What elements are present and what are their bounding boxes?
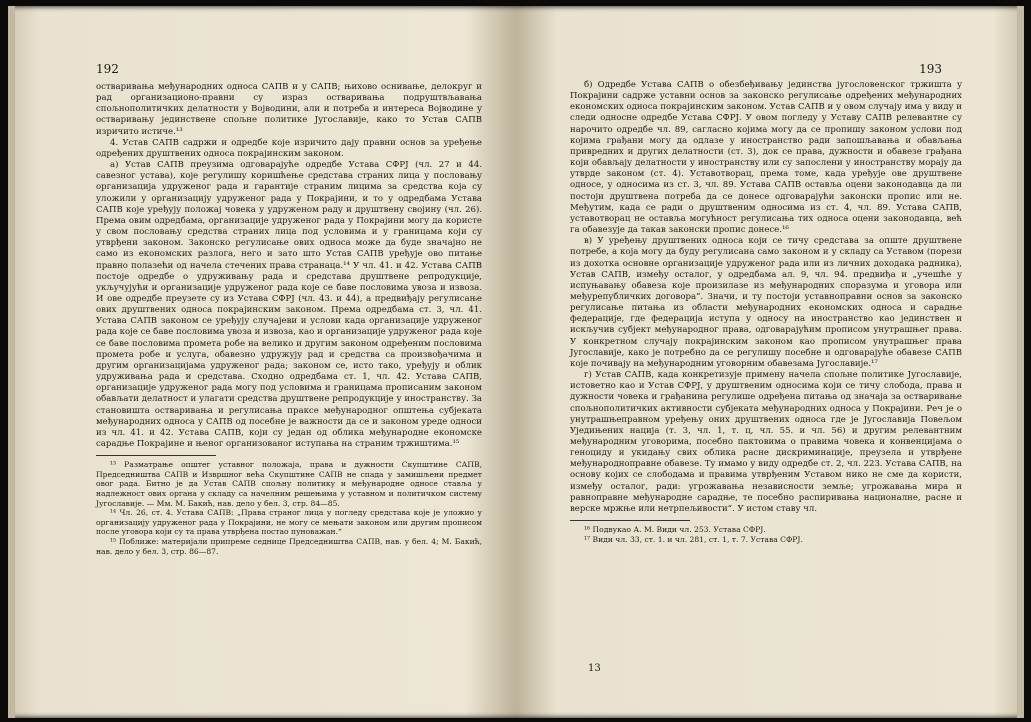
page-number-right: 193	[919, 62, 942, 76]
right-page-body	[570, 80, 962, 544]
footnotes-right	[570, 525, 962, 544]
paragraph: в) У уређењу друштвених односа који се тичу средстава за опште друштвене потребе, а која могу да буду регулисана само законом и у складу са Уставом (порези из дохотка основне организације удруженог рада или из личних доходака радника), Устав САПВ, између осталог, у одредбама ал. 9, чл. 94. предвиђа и „учешће у испуњавању обавеза које произилазе из међународних споразума и уговора или међурепубличких договора“. Значи, и ту постоји уставноправни основ за законско регулисање питања из области међународних економских односа и сарадње федерације, где федерација иступа у односу на иностранство као јединствен и искључив субјект међународног права, одговарајућим прописом унутрашњег права. У конкретном случају покрајинским законом као прописом унутрашњег права Југославије, како је потребно да се регулишу посебне и одговарајуће обавезе САПВ које почивају на међународним уговорним обавезама Југославије.¹⁷	[570, 236, 962, 369]
footnote: ¹³ Разматрање општег уставног положаја, права и дужности Скупштине САПВ, Председништва САПВ и Извршног већа Скупштине САПВ не спада у замишљени предмет овог рада. Битно је да Устав САПВ спољну политику и међународне односе стављa у надлежност ових органа у складу са начелним решењима у уставном и политичком систему Југославије. — Мм. М. Бакић, нав. дело у бел. 3, стр. 84—85.	[96, 460, 482, 508]
left-page	[8, 6, 514, 718]
footnote: ¹⁵ Поближе: материјали припреме седнице Председништва САПВ, нав. у бел. 4; М. Бакић, нав. дело у бел. 3, стр. 86—87.	[96, 536, 482, 556]
paragraph: а) Устав САПВ преузима одговарајуће одредбе Устава СФРЈ (чл. 27 и 44. савезног устава), које регулишу коришћење средстава страних лица у пословању организација удруженог рада и гарантије страним лицима за средства која су уложили у организацију удруженог рада у Покрајини, и то у одредбама Устава САПВ које уређују положај човека у удруженом раду и друштвену својину (чл. 26). Према овим одредбама, организације удруженог рада у Покрајини могу да користе у свом пословању средства страних лица под условима и у границама који су утврђени законом. Законско регулисање ових односа може да буде значајно не само из економских разлога, него и зато што Устав САПВ уређује ово питање правно полазећи од начела стечених права странаца.¹⁴ У чл. 41. и 42. Устава САПВ постоје одредбе о удруживању рада и средстава друштвене репродукције, укључујући и организације удруженог рада које се баве пословима увоза и извоза. И ове одредбе преузете су из Устава СФРЈ (чл. 43. и 44), а предвиђају регулисање ових друштвених односа покрајинским законом. Према одредбама ст. 3, чл. 41. Устава САПВ законом се уређују случајеви и услови када организације удруженог рада које се баве пословима увоза и извоза, као и организације удруженог рада које се баве пословима промета робе на велико и другим законом одређеним пословима промета робе и услуга, обавезно удружују рад и средства са произвођачима и другим организацијама удруженог рада; законом се, исто тако, уређују и облик удруживања рада и средстава. Сходно одредбама ст. 1, чл. 42. Устава САПВ, организације удруженог рада могу под условима и границама прописаним законом обављати делатност и улагати средства друштвене репродукције у иностранству. За становишта остваривања и регулисања праксе међународног општења субјеката међународних односа у САПВ од посебне је важности да се и законом уреде односи из чл. 41. и 42. Устава САПВ, који су један од облика међународне економске сарадње Покрајине и њеног организованог иступања на страним тржиштима.¹⁵	[96, 160, 482, 449]
footnote: ¹⁶ Подвукао А. М. Види чл. 253. Устава СФРЈ.	[584, 525, 766, 535]
paragraph: остваривања међународних односа САПВ и у САПВ; њихово оснивање, делокруг и рад организационо-правни су израз остваривања подруштвљавања спољнополитичких делатности у Војводини, али и потреба и интереса Војводине у остваривању јединствене спољне политике Југославије, како то Устав САПВ изричито истиче.¹³	[96, 82, 482, 137]
paragraph: б) Одредбе Устава САПВ о обезбеђивању јединства југословенског тржишта у Покрајини садрже уставни основ за законско регулисање одређених међународних економских односа покрајинским законом. Устав САПВ и у овом случају има у виду и следи односне одредбе Устава СФРЈ. У овом погледу у Уставу САПВ релевантне су нарочито одредбе чл. 89, сагласно којима могу да се пропишу законом услови под којима грађани могу да одлазе у иностранство ради запошљавања и обављања привредних и других делатности (ст. 3), док се права, дужности и обавезе грађана који обављају делатности у иностранству или су запослени у иностранству морају да утврде законом (ст. 4). Уставотворац, према томе, када уређује ове друштвене односе, у односима из ст. 3, чл. 89. Устава САПВ оставља оцени законодавца да ли постоји друштвена потреба да се донесе одговарајући законски пропис или не. Међутим, када се ради о друштвеним односима из ст. 4, чл. 89. Устава САПВ, уставотворац не оставља могућност регулисања тих односа оцени законодавца, већ га обавезује да такав законски пропис донесе.¹⁶	[570, 80, 962, 236]
paragraph: 4. Устав САПВ садржи и одредбе које изричито дају правни основ за уређење одређених друштвених односа покрајинским законом.	[96, 137, 482, 159]
paragraph: г) Устав САПВ, када конкретизује примену начела спољне политике Југославије, истоветно као и Устав СФРЈ, у друштвеним односима који се тичу слобода, права и дужности човека и грађанина регулише одређена питања од значаја за остваривање спољнополитичких активности субјеката међународних односа у Покрајини. Реч је о унутрашњеправном уређењу оних друштвених односа где је Југославија Повељом Уједињених нација (т. 3, чл. 1, т. ц, чл. 55. и чл. 56) и другим релевантним међународним уговорима, посебно пактовима о правима човека и конвенцијама о геноциду и укидању свих облика расне дискриминације, преузела и утврђене међународноправне обавезе. Ту имамо у виду одредбе ст. 2, чл. 223. Устава САПВ, на основу којих се слободама и правима утврђеним Уставом нико не сме да користи, између осталог, ради: угрожавања независности земље; угрожавања мира и равноправне међународне сарадње, те посебно распиривања националне, расне и верске мржње или нетрпељивости“. У истом ставу чл.	[570, 370, 962, 514]
book-spread	[8, 6, 1024, 718]
footnote: ¹⁴ Чл. 26, ст. 4. Устава САПВ: „Права страног лица у погледу средстава које је уложио у организацију удруженог рада у Покрајини, не могу се мењати законом или другим прописом после уговора који су та права утврђена постао пуноважан.“	[96, 508, 482, 537]
footnotes-left	[96, 460, 482, 556]
left-page-body	[96, 82, 482, 556]
page-number-left: 192	[96, 62, 119, 76]
footnote-rule	[570, 520, 690, 521]
signature-mark: 13	[588, 663, 601, 674]
right-page	[518, 6, 1024, 718]
footnote-rule	[96, 455, 216, 456]
footnote: ¹⁷ Види чл. 33, ст. 1. и чл. 281, ст. 1, т. 7. Устава СФРЈ.	[584, 534, 803, 544]
